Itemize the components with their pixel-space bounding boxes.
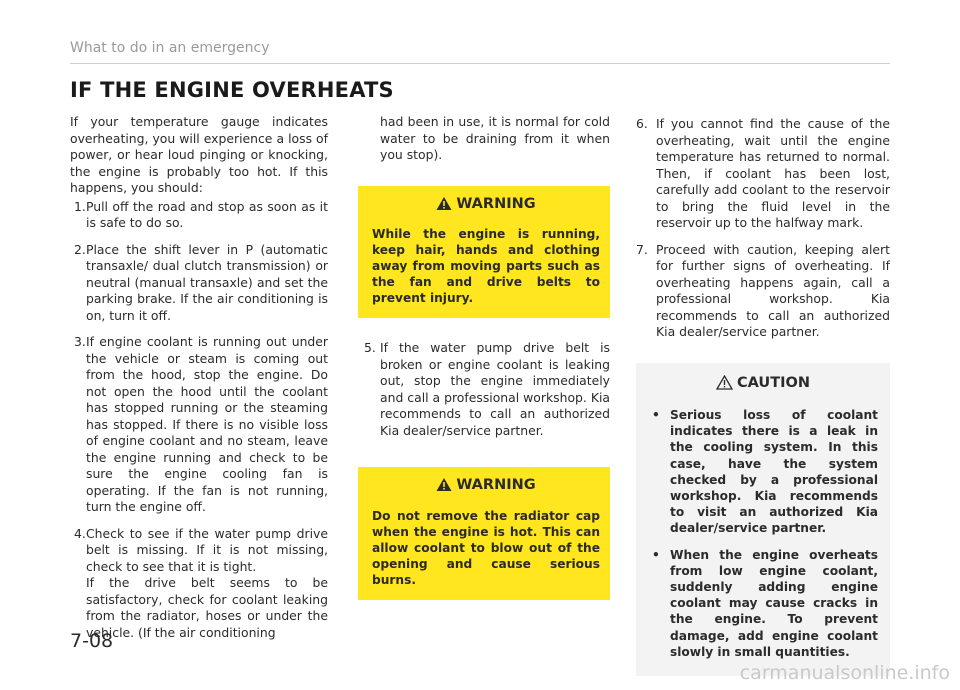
step-text: Proceed with caution, keeping alert for further signs of overheating. If overheating happens again, call a professional workshop. Kia recommends to call an authorized Kia dealer/service partner. [656,241,890,339]
step-number: 4. [74,525,86,541]
caution-item [648,407,878,537]
warning-heading [372,196,600,213]
continuation-paragraph: had been in use, it is normal for cold water to be draining from it when you stop). [380,114,610,162]
step-text: Pull off the road and stop as soon as it is safe to do so. [86,198,328,230]
caution-item-text: When the engine overheats from low engine coolant, suddenly adding engine coolant may cause cracks in the engine. To prevent damage, add engine coolant slowly in small quantities. [670,547,878,659]
warning-icon [436,196,452,211]
step-item [70,242,328,325]
step-number: 2. [74,241,86,257]
watermark: carmanualsonline.info [739,662,950,684]
step-number: 6. [636,116,648,131]
bullet-icon: • [652,547,660,562]
header-divider [70,63,890,64]
column-1 [70,114,328,641]
step-extra-text: If the drive belt seems to be satisfactory, check for coolant leaking from the radiator, hoses or under the vehicle. (If the air conditioning [86,575,328,640]
step-text: Check to see if the water pump drive belt is missing. If it is not missing, check to see that it is tight. [86,525,328,574]
warning-heading [372,477,600,494]
caution-heading [648,375,878,392]
step-text: If engine coolant is running out under the vehicle or steam is coming out from the hood, stop the engine. Do not open the hood until the coolant has stopped running or the steaming has stopped. If there is no visible loss of engine coolant and no steam, leave the engine running and check to be sure the engine cooling fan is operating. If the fan is not running, turn the engine off. [86,334,328,514]
caution-item [648,547,878,660]
column-3 [636,114,890,676]
caution-item-text: Serious loss of coolant indicates there is a leak in the cooling system. In this case, have the system checked by a professional workshop. Kia recommends to visit an authorized Kia dealer/service partner. [670,408,878,536]
step-item [636,242,890,341]
step-text: Place the shift lever in P (automatic transaxle/ dual clutch transmission) or neutral (manual transaxle) and set the parking brake. If the air conditioning is on, turn it off. [86,241,328,323]
section-header: What to do in an emergency [70,40,270,56]
warning-text: Do not remove the radiator cap when the engine is hot. This can allow coolant to blow out of the opening and cause serious burns. [372,508,600,587]
intro-paragraph: If your temperature gauge indicates overheating, you will experience a loss of power, or hear loud pinging or knocking, the engine is probably too hot. If this happens, you should: [70,114,328,195]
steps-list [358,340,610,439]
steps-list [636,116,890,341]
step-text: If the water pump drive belt is broken or engine coolant is leaking out, stop the engine immediately and call a professional workshop. Kia recommends to call an authorized Kia dealer/service partner. [380,340,610,438]
step-text: If you cannot find the cause of the overheating, wait until the engine temperature has returned to normal. Then, if coolant has been lost, carefully add coolant to the reservoir to bring the fluid level in the reservoir up to the halfway mark. [656,116,890,230]
step-item [358,340,610,439]
step-item [70,334,328,516]
warning-icon [436,477,452,492]
page-number: 7-08 [70,630,114,652]
steps-list [70,199,328,642]
warning-box [358,186,610,319]
warning-box [358,467,610,600]
step-item [70,199,328,232]
step-number: 3. [74,334,86,349]
bullet-icon: • [652,408,660,422]
step-item [70,526,328,642]
caution-list [648,407,878,660]
warning-text: While the engine is running, keep hair, hands and clothing away from moving parts such as the fan and drive belts to prevent injury. [372,227,600,305]
step-number: 7. [636,241,648,257]
caution-icon [716,375,733,390]
step-number: 1. [74,198,86,214]
page-title: IF THE ENGINE OVERHEATS [70,78,394,102]
warning-label: WARNING [456,477,536,493]
step-item [636,116,890,232]
warning-label: WARNING [456,195,536,212]
caution-box [636,363,890,677]
step-number: 5. [364,340,376,355]
column-2 [358,114,610,600]
caution-label: CAUTION [737,374,810,391]
